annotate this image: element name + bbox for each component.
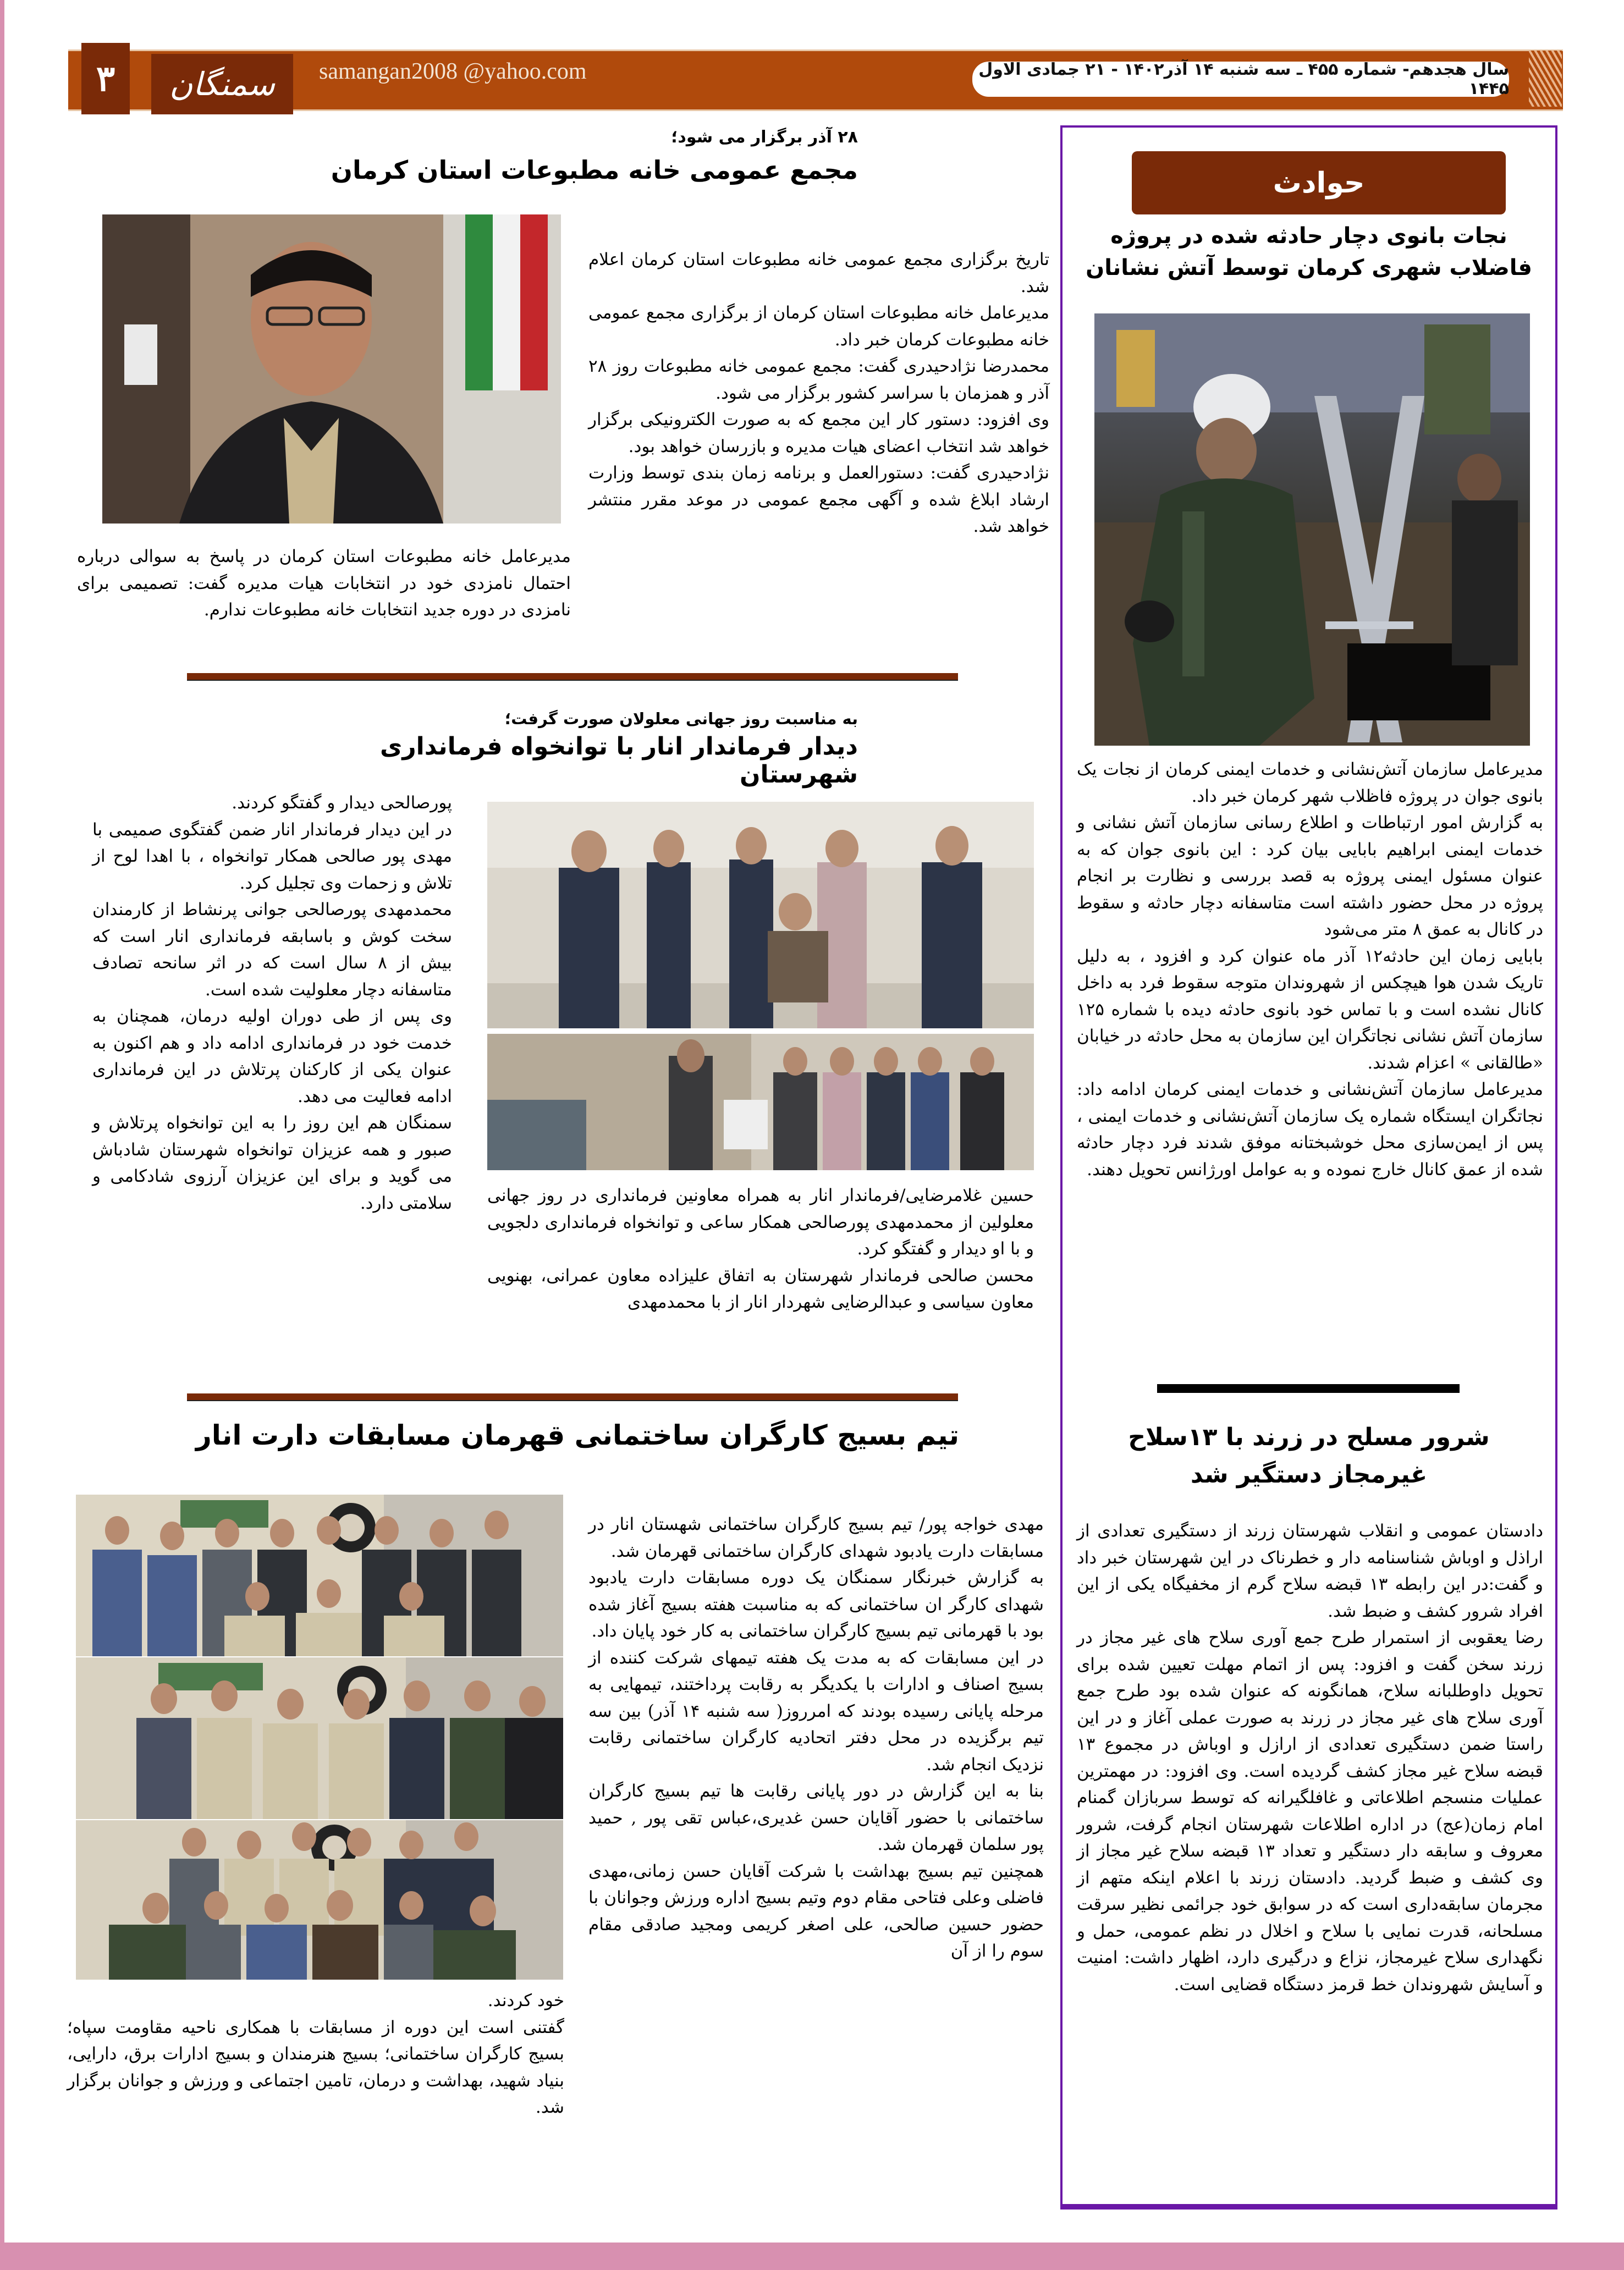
paragraph: حسین غلامرضایی/فرماندار انار به همراه معاونین فرمانداری در روز جهانی معلولین از محمدمهدی پورصالحی همکار ساعی و توانخواه فرمانداری دلجویی و با او دیدار و گفتگو کرد. [487,1186,1034,1259]
issue-info: سال هجدهم- شماره ۴۵۵ ـ سه شنبه ۱۴ آذر۱۴۰۲ - ۲۱ جمادی الاول ۱۴۴۵ [972,62,1509,97]
paragraph: وی پس از طی دوران اولیه درمان، همچنان به خدمت خود در فرمانداری ادامه داد و هم اکنون به عنوان یکی از کارکنان پرتلاش در این فرمانداری ادامه فعالیت می دهد. [92,1006,452,1106]
decorative-stripes [1529,51,1562,107]
paragraph: مدیرعامل سازمان آتش‌نشانی و خدمات ایمنی کرمان از نجات یک بانوی جوان در پروژه فاظلاب شهر کرمان خبر داد. [1077,759,1543,806]
page-edge-bottom [0,2243,1624,2270]
article-headline-armed-thug: شرور مسلح در زرند با ۱۳سلاح غیرمجاز دستگیر شد [1128,1423,1490,1489]
paragraph: مهدی خواجه پور/ تیم بسیج کارگران ساختمانی شهستان انار در مسابقات دارت یادبود شهدای کارگران ساختمانی قهرمان شد. [588,1514,1044,1561]
paragraph: بنا به این گزارش در دور پایانی رقابت ها تیم بسیج کارگران ساختمانی با حضور آقایان حسن غدیری،عباس تقی پور , حمید پور سلمان قهرمان شد. [588,1781,1044,1854]
article-divider [1157,1384,1460,1393]
article-body-armed-thug [1077,1518,1543,1998]
paragraph: همچنین تیم بسیج بهداشت با شرکت آقایان حسن زمانی،مهدی فاضلی وعلی فتاحی مقام دوم وتیم بسیج اداره ورزش وجوانان با حضور حسین صالحی، علی اصغر کریمی ومجید صادقی مقام سوم را از آن [588,1861,1044,1961]
paragraph: به گزارش خبرنگار سمنگان یک دوره مسابقات دارت یادبود شهدای کارگر ان ساختمانی که به مناسبت هفته بسیج آغاز شده بود با قهرمانی تیم بسیج کارگران ساختمانی به کار خود پایان داد. [588,1568,1044,1641]
paragraph: در این دیدار فرماندار انار ضمن گفتگوی صمیمی با مهدی پور صالحی همکار توانخواه ، با اهدا لوح از تلاش و زحمات وی تجلیل کرد. [92,819,452,893]
article-kicker-press: ۲۸ آذر برگزار می شود؛ [671,128,858,147]
paragraph: محمدرضا نژادحیدری گفت: مجمع عمومی خانه مطبوعات روز ۲۸ آذر و همزمان با سراسر کشور برگزار می شود. [588,356,1049,403]
article-divider [187,1393,958,1401]
paragraph: خود کردند. [487,1991,564,2010]
article-headline-rescue: نجات بانوی دچار حادثه شده در پروژه فاضلاب شهری کرمان توسط آتش نشانان [1086,223,1532,280]
paragraph: در این مسابقات که به مدت یک هفته تیمهای شرکت کننده از بسیج اصناف و ادارات با یکدیگر به رقابت پرداختند، تیمهایی به مرحله پایانی رسیده بودند که امرروز( سه شنبه ۱۴ آذر) بین سه تیم برگزیده در محل دفتر اتحادیه کارگران ساختمانی رقابت نزدیک انجام شد. [588,1648,1044,1775]
paragraph: محسن صالحی فرماندار شهرستان به اتفاق علیزاده معاون عمرانی، بهنویی معاون سیاسی و عبدالرضایی شهردار انار از با محمدمهدی [487,1265,1034,1312]
paragraph: بابایی زمان این حادثه۱۲ آذر ماه عنوان کرد و افزود ، به دلیل تاریک شدن هوا هیچکس از شهروندان متوجه سقوط فرد به داخل کانال نشده است و با تماس خود بانوی حادثه دیده با شماره ۱۲۵ سازمان آتش نشانی نجاتگران این سازمان به محل حادثه در خیابان «طالقانی » اعزام شدند. [1077,946,1543,1073]
article-kicker-governor: به مناسبت روز جهانی معلولان صورت گرفت؛ [504,709,858,728]
newspaper-logo: سمنگان [151,54,293,114]
photo-caption-governor [487,1182,1034,1316]
article-body-rescue [1077,756,1543,1183]
article-body-darts [588,1511,1044,1965]
paragraph: سمنگان هم این روز را به این توانخواه پرتلاش و صبور و همه عزیزان توانخواه شهرستان شادباش می گوید و برای این عزیزان آرزوی شادکامی و سلامتی دارد. [92,1113,452,1213]
photo-firefighter-rescue [1094,313,1530,746]
article-continuation-darts [67,1987,564,2121]
photo-darts-team-1 [76,1495,563,1656]
photo-press-director [102,214,561,524]
paragraph: مدیرعامل خانه مطبوعات استان کرمان از برگزاری مجمع عمومی خانه مطبوعات کرمان خبر داد. [588,303,1049,350]
page-edge-left [0,0,4,2270]
photo-governor-group [487,802,1034,1028]
article-headline-press: مجمع عمومی خانه مطبوعات استان کرمان [331,155,858,185]
article-body-governor [92,790,452,1216]
paragraph: محمدمهدی پورصالحی جوانی پرنشاط از کارمندان سخت کوش و باسابقه فرمانداری انار است که بیش از ۸ سال است که در اثر سانحه تصادف متاسفانه دچار معلولیت شده است. [92,900,452,1000]
paragraph: دادستان عمومی و انقلاب شهرستان زرند از دستگیری تعدادی از اراذل و اوباش شناسنامه دار و خطرناک در این شهرستان خبر داد و گفت:در این رابطه ۱۳ قبضه سلاح گرم از مخفیگاه یکی از این افراد شرور کشف و ضبط شد. [1077,1521,1543,1621]
page-number: ۳ [81,43,130,114]
article-body-press [588,246,1049,540]
photo-darts-team-3 [76,1820,563,1980]
photo-darts-team-2 [76,1657,563,1819]
paragraph: گفتنی است این دوره از مسابقات با همکاری ناحیه مقاومت سپاه؛ بسیج کارگران ساختمانی؛ بسیج هنرمندان و بسیج ادارات برق، دارایی، بنیاد شهید، بهداشت و درمان، تامین اجتماعی و ورزش و جوانان برگزار شد. [67,2017,564,2117]
paragraph: مدیرعامل سازمان آتش‌نشانی و خدمات ایمنی کرمان ادامه داد: نجاتگران ایستگاه شماره یک سازمان آتش‌نشانی و خدمات ایمنی ، پس از ایمن‌سازی محل خوشبختانه موفق شدند فرد دچار حادثه شده از عمق کانال خارج نموده و به عوامل اورژانس تحویل دهند. [1077,1079,1544,1180]
paragraph: رضا یعقوبی از استمرار طرح جمع آوری سلاح های غیر مجاز در زرند سخن گفت و افزود: پس از اتمام مهلت تعیین شده برای تحویل داوطلبانه سلاح، همانگونه که عنوان شده بود طرح جمع آوری سلاح های غیر مجاز در زرند به صورت عملی آغاز و در این راستا ضمن دستگیری تعدادی از ارازل و اوباش در مجموع ۱۳ قبضه سلاح غیر مجاز کشف گردیده است. وی افزود: در مهمترین عملیات منسجم اطلاعاتی و غافلگیرانه که توسط سربازان گمنام امام زمان(عج) در اداره اطلاعات شهرستان انجام گرفت، شرور معروف و سابقه دار دستگیر و تعداد ۱۳ قبضه سلاح غیر مجاز از وی کشف و ضبط گردید. دادستان زرند با اعلام اینکه متهم از مجرمان سابقه‌داری است که در سوابق خود جرائمی نظیر سرقت مسلحانه، قدرت نمایی با سلاح و اخلال در نظم عمومی، حمل و نگهداری سلاح غیرمجاز، نزاع و درگیری دارد، اظهار داشت: امنیت و آسایش شهروندان خط قرمز دستگاه قضایی است. [1077,1628,1543,1994]
paragraph: تاریخ برگزاری مجمع عمومی خانه مطبوعات استان کرمان اعلام شد. [588,250,1049,296]
article-continuation-press: مدیرعامل خانه مطبوعات استان کرمان در پاسخ به سوالی درباره احتمال نامزدی خود در انتخابات هیات مدیره گفت: تصمیمی برای نامزدی در دوره جدید انتخابات خانه مطبوعات ندارم. [77,547,571,620]
paragraph: وی افزود: دستور کار این مجمع که به صورت الکترونیکی برگزار خواهد شد انتخاب اعضای هیات مدیره و بازرسان خواهد بود. [588,410,1049,456]
article-divider [187,673,958,681]
article-headline-darts: تیم بسیج کارگران ساختمانی قهرمان مسابقات دارت انار [196,1419,959,1451]
photo-governor-meeting [487,1034,1034,1170]
contact-email: samangan2008 @yahoo.com [319,59,587,84]
article-headline-governor: دیدار فرماندار انار با توانخواه فرمانداری شهرستان [380,732,858,789]
paragraph: نژادحیدری گفت: دستورالعمل و برنامه زمان بندی توسط وزارت ارشاد ابلاغ شده و آگهی مجمع عمومی در موعد مقرر منتشر خواهد شد. [588,463,1049,536]
paragraph: پورصالحی دیدار و گفتگو کردند. [232,793,452,813]
section-label-accidents: حوادث [1132,151,1506,214]
paragraph: به گزارش امور ارتباطات و اطلاع رسانی سازمان آتش نشانی و خدمات ایمنی ابراهیم بابایی بیان کرد : این بانوی جوان که به عنوان مسئول ایمنی پروژه به قصد بررسی و نظارت بر انجام پروژه در محل حضور داشته است متاسفانه دچار حادثه و سقوط در کانال به عمق ۸ متر می‌شود [1077,813,1543,939]
